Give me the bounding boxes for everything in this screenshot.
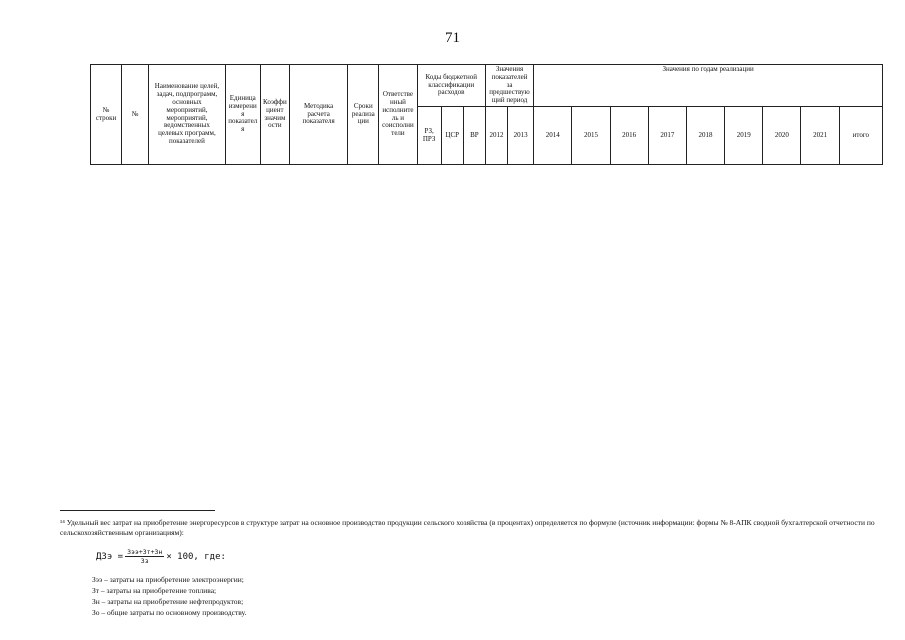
- legend-item: Зт – затраты на приобретение топлива;: [92, 585, 217, 595]
- header-unit: Единица измерения показателя: [225, 65, 260, 165]
- formula-left: ДЗэ =: [96, 551, 124, 562]
- formula-denominator: Зз: [140, 557, 149, 565]
- formula-right: × 100, где:: [166, 551, 226, 562]
- header-vr: ВР: [463, 107, 485, 165]
- footnote-divider: [60, 510, 215, 511]
- header-2019: 2019: [725, 107, 763, 165]
- header-2013: 2013: [508, 107, 534, 165]
- legend-item: Зн – затраты на приобретение нефтепродуктов;: [92, 596, 244, 606]
- formula: [96, 548, 226, 565]
- legend-item: Зээ – затраты на приобретение электроэнергии;: [92, 575, 244, 584]
- header-values: Значения по годам реализации: [534, 65, 883, 107]
- footnote-text: ¹⁴ Удельный вес затрат на приобретение энергоресурсов в структуре затрат на основное производство продукции сельского хозяйства (в процентах) определяется по формуле (источник информации: формы № 8-АПК сводной бухгалтерской отчетности по сельскохозяйственным организациям):: [60, 518, 875, 538]
- header-name: Наименование целей, задач, подпрограмм, основных мероприятий, мероприятий, ведомственных целевых программ, показателей: [149, 65, 225, 165]
- header-2016: 2016: [610, 107, 648, 165]
- header-csr: ЦСР: [441, 107, 463, 165]
- header-2021: 2021: [801, 107, 839, 165]
- header-2012: 2012: [485, 107, 507, 165]
- header-2020: 2020: [763, 107, 801, 165]
- header-coef: Коэффициент значимости: [260, 65, 289, 165]
- header-terms: Сроки реализации: [348, 65, 379, 165]
- header-row-no: № строки: [91, 65, 122, 165]
- header-rz: РЗ, ПРЗ: [417, 107, 441, 165]
- header-2014: 2014: [534, 107, 572, 165]
- header-prev: Значения показателей за предшествующий период: [485, 65, 533, 107]
- header-2017: 2017: [648, 107, 686, 165]
- header-resp: Ответственный исполнитель и соисполнители: [379, 65, 417, 165]
- formula-numerator: Зээ+Зт+Зн: [127, 548, 163, 556]
- header-2015: 2015: [572, 107, 610, 165]
- formula-legend: [92, 575, 246, 619]
- header-num: №: [122, 65, 149, 165]
- header-total: итого: [839, 107, 882, 165]
- page-number: 71: [445, 30, 460, 46]
- header-method: Методика расчета показателя: [289, 65, 347, 165]
- header-2018: 2018: [686, 107, 724, 165]
- header-codes: Коды бюджетной классификации расходов: [417, 65, 485, 107]
- program-table: [90, 64, 883, 165]
- legend-item: Зо – общие затраты по основному производству.: [92, 607, 247, 617]
- formula-fraction: [125, 548, 164, 565]
